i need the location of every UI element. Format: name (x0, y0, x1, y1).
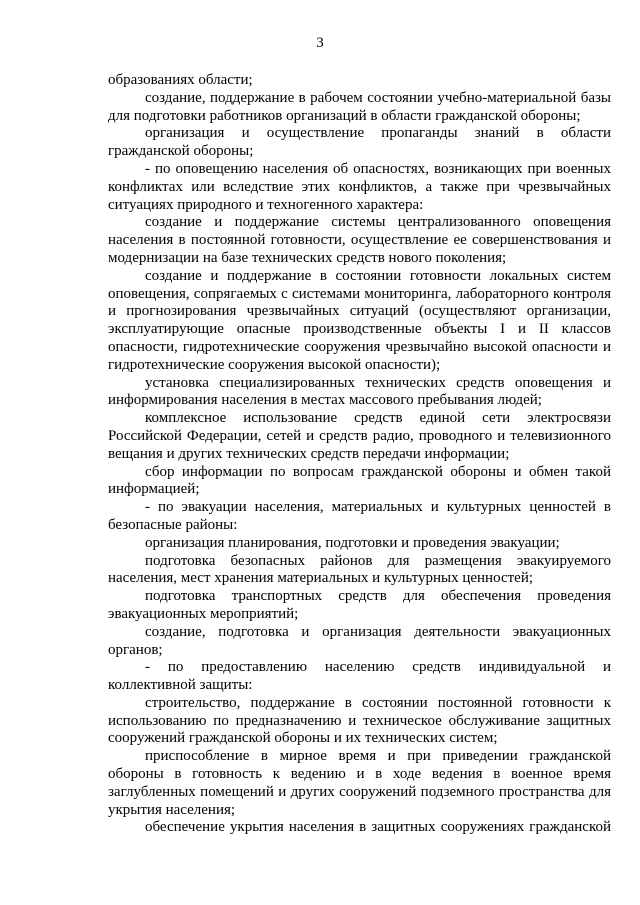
paragraph: создание, поддержание в рабочем состоянии учебно-материальной базы для подготовки работников организаций в области гражданской обороны; (108, 89, 611, 124)
paragraph: - по предоставлению населению средств индивидуальной и коллективной защиты: (108, 659, 611, 694)
paragraph: организация планирования, подготовки и проведения эвакуации; (145, 534, 560, 551)
paragraph: приспособление в мирное время и при приведении гражданской обороны в готовность к ведению и в ходе ведения в военное время заглубленных помещений и других сооружений подземного пространства для укрытия населения; (108, 748, 611, 818)
page-number: 3 (316, 35, 324, 51)
paragraph: - по эвакуации населения, материальных и культурных ценностей в безопасные районы: (108, 499, 611, 533)
paragraph: установка специализированных технических средств оповещения и информирования населения в местах массового пребывания людей; (108, 374, 611, 409)
paragraph: образованиях области; (108, 72, 253, 88)
paragraph: сбор информации по вопросам гражданской обороны и обмен такой информацией; (108, 463, 611, 498)
paragraph: организация и осуществление пропаганды знаний в области гражданской обороны; (108, 125, 611, 160)
paragraph: создание, подготовка и организация деятельности эвакуационных органов; (108, 623, 611, 658)
paragraph: комплексное использование средств единой сети электросвязи Российской Федерации, сетей и средств радио, проводного и телевизионного вещания и других технических средств передачи информации; (108, 410, 611, 462)
paragraph: подготовка транспортных средств для обеспечения проведения эвакуационных мероприятий; (108, 588, 611, 622)
document-body (108, 72, 611, 837)
paragraph: строительство, поддержание в состоянии постоянной готовности к использованию по предназначению и техническое обслуживание защитных сооружений гражданской обороны и их технических систем; (108, 694, 611, 747)
paragraph: создание и поддержание системы централизованного оповещения населения в постоянной готовности, осуществление ее совершенствования и модернизации на базе технических средств нового поколения; (108, 214, 611, 266)
paragraph: создание и поддержание в состоянии готовности локальных систем оповещения, сопрягаемых с системами мониторинга, лабораторного контроля и прогнозирования чрезвычайных ситуаций (осуществляют организации, эксплуатирующие опасные производственные объекты I и II классов опасности, гидротехнические сооружения чрезвычайно высокой опасности и гидротехнические сооружения высокой опасности); (108, 267, 611, 373)
paragraph: обеспечение укрытия населения в защитных сооружениях гражданской (145, 819, 611, 836)
paragraph: подготовка безопасных районов для размещения эвакуируемого населения, мест хранения материальных и культурных ценностей; (108, 552, 611, 587)
paragraph: - по оповещению населения об опасностях, возникающих при военных конфликтах или вследствие этих конфликтов, а также при чрезвычайных ситуациях природного и техногенного характера: (108, 160, 611, 213)
